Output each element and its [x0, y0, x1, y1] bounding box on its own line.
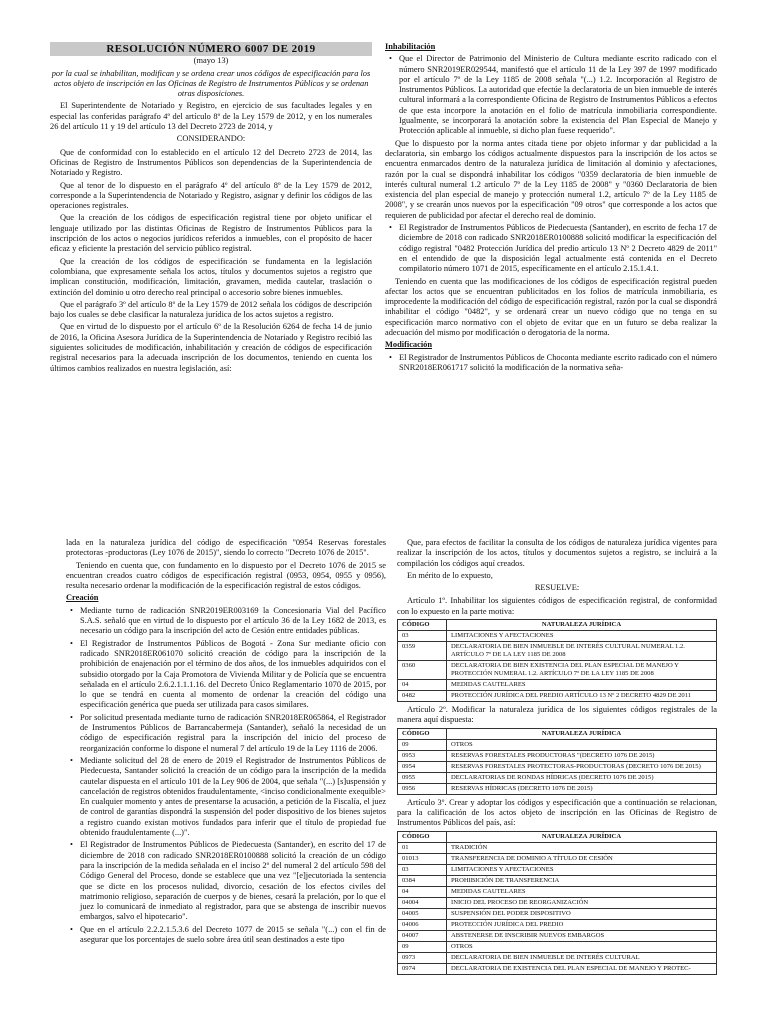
article-3: Artículo 3º. Crear y adoptar los códigos y especificación que a continuación se relacionan, para la calificación de los actos objeto de inscripción en las Oficinas de Registro de Instrumentos Públicos del país, así:: [397, 797, 717, 828]
list-item: • El Registrador de Instrumentos Públicos de Piedecuesta (Santander), en escrito del 17 de diciembre de 2018 con radicado SNR2018ER0100888 solicitó la creación de un código para la inscripción de la medida señalada en el inciso 2º del numeral 2 del artículo 598 del Código General del Proceso, donde se establece que una vez "[e]jecutoriada la sentencia que se dicte en los procesos nulidad, divorcio, cesación de los efectos civiles del matrimonio religioso, separación de cuerpos y de bienes, cesará la prelación, por lo que el juez lo comunicará de inmediato al registrador, para que se abstenga de inscribir nuevos embargos, salvo el hipotecario".: [66, 840, 386, 922]
list-item: • Que el Director de Patrimonio del Ministerio de Cultura mediante escrito radicado con el número SNR2019ER029544, manifestó que el artículo 11 de la Ley 397 de 1997 modificado por el artículo 7º de la Ley 1185 de 2008 señala "(...) 1.2. Incorporación al Registro de Instrumentos Públicos. La autoridad que efectúe la declaratoria de un bien inmueble de interés cultural informará a la correspondiente Oficina de Registro de Instrumentos Públicos a efectos de que esta incorpore la anotación en el folio de matrícula inmobiliaria correspondiente. Igualmente, se incorporará la anotación sobre la existencia del Plan Especial de Manejo y Protección aplicable al inmueble, si dicho plan fuese requerido".: [385, 54, 717, 136]
cell-nature: TRADICIÓN: [447, 842, 717, 853]
resolution-title: RESOLUCIÓN NÚMERO 6007 DE 2019: [50, 42, 372, 56]
cell-code: 0359: [398, 642, 447, 661]
column-header-nature: NATURALEZA JURÍDICA: [447, 728, 717, 739]
bullet-list: [385, 223, 717, 274]
table-modificar: [397, 728, 717, 795]
paragraph: lada en la naturaleza jurídica del código de especificación "0954 Reservas forestales protectoras -productoras (Ley 1076 de 2015)", siendo lo correcto "Decreto 1076 de 2015".: [66, 538, 386, 558]
cell-nature: RESERVAS FORESTALES PRODUCTORAS "(DECRETO 1076 DE 2015): [447, 750, 717, 761]
cell-code: 0955: [398, 772, 447, 783]
article-1: Artículo 1º. Inhabilitar los siguientes códigos de especificación registral, de conformidad con lo expuesto en la parte motiva:: [397, 596, 717, 616]
list-item: • El Registrador de Instrumentos Públicos de Bogotá - Zona Sur mediante oficio con radicado SNR2018ER061070 solicitó creación de código para la inscripción de la prohibición de enajenación por el término de dos años, de los inmuebles adquiridos con el subsidio otorgado por la Caja Promotora de Vivienda Militar y de Policía que se encuentra señalada en el artículo 2.6.2.1.1.1.16. del Decreto Único Reglamentario 1070 de 2015, por lo que se tendrá en cuenta al momento de ordenar la creación del código una especificación genérica que pueda ser utilizada para casos similares.: [66, 639, 386, 711]
cell-nature: DECLARATORIA DE BIEN INMUEBLE DE INTERÉS CULTURAL NUMERAL 1.2. ARTÍCULO 7º DE LA LEY 1185 DE 2008: [447, 642, 717, 661]
cell-nature: LIMITACIONES Y AFECTACIONES: [447, 864, 717, 875]
heading-inhabilitacion: Inhabilitación: [385, 42, 436, 51]
paragraph: Que lo dispuesto por la norma antes citada tiene por objeto informar y dar publicidad a la declaratoria, sin embargo los códigos actualmente dispuestos para la inscripción de los actos se encuentra enmarcados dentro de la naturaleza jurídica de limitación al dominio y afectaciones, razón por la cual se dispondrá inhabilitar los códigos "0359 declaratoria de bien inmueble de interés cultural numeral 1.2 artículo 7º de la Ley 1185 de 2008" y "0360 Declaratoria de bien existencia del plan especial de manejo y protección numeral 1.2, artículo 7º de la Ley 1185 de 2008", y se crearán unos nuevos por la especificación "09 otros" que corresponde a los actos que requieren de publicidad por afectar el derecho real de dominio.: [385, 138, 717, 220]
paragraph: Que la creación de los códigos de especificación se fundamenta en la legislación colombiana, que expresamente señala los actos, títulos y documentos sujetos a registro que implican constitución, modificación, limitación, gravamen, medida cautelar, traslación o extinción del dominio u otro derecho real principal o accesorio sobre bienes inmuebles.: [50, 256, 372, 297]
list-item: • Mediante turno de radicación SNR2019ER003169 la Concesionaria Vial del Pacífico S.A.S. señaló que en virtud de lo dispuesto por el artículo 36 de la Ley 1682 de 2013, es necesario un código para la inscripción del acto de Cesión entre entidades públicas.: [66, 606, 386, 637]
table-header-row: [398, 620, 717, 631]
cell-nature: RESERVAS FORESTALES PROTECTORAS-PRODUCTORAS (DECRETO 1076 DE 2015): [447, 761, 717, 772]
list-item: • El Registrador de Instrumentos Públicos de Piedecuesta (Santander), en escrito de fecha 17 de diciembre de 2018 con radicado SNR2018ER0100888 solicitó modificar la especificación del código registral "0482 Protección Jurídica del predio artículo 13 Nº 2 Decreto 4829 de 2011" en el entendido de que la disposición legal actualmente está contenida en el Decreto compilatorio número 1071 de 2015, específicamente en el artículo 2.15.1.4.1.: [385, 223, 717, 274]
cell-nature: MEDIDAS CAUTELARES: [447, 680, 717, 691]
table-row: [398, 783, 717, 794]
cell-code: 0360: [398, 661, 447, 680]
cell-nature: TRANSFERENCIA DE DOMINIO A TÍTULO DE CESIÓN: [447, 853, 717, 864]
table-row: [398, 919, 717, 930]
cell-code: 0973: [398, 952, 447, 963]
bullet-list: [385, 54, 717, 136]
cell-code: 04006: [398, 919, 447, 930]
table-row: [398, 842, 717, 853]
table-row: [398, 864, 717, 875]
table-header-row: [398, 831, 717, 842]
table-row: [398, 680, 717, 691]
table-crear: [397, 831, 717, 975]
list-item: • Que en el artículo 2.2.2.1.5.3.6 del Decreto 1077 de 2015 se señala "(...) con el fin de asegurar que los porcentajes de suelo sobre área útil sean destinados a este tipo: [66, 925, 386, 946]
heading-creacion: Creación: [66, 593, 99, 603]
paragraph: Que en virtud de lo dispuesto por el artículo 6º de la Resolución 6264 de fecha 14 de junio de 2016, la Oficina Asesora Jurídica de la Superintendencia de Notariado y Registro recibió las siguientes solicitudes de modificación, inhabilitación y creación de códigos de especificación registral necesarios para la adecuada inscripción de los documentos, teniendo en cuenta los últimos cambios realizados en nuestra legislación, así:: [50, 322, 372, 373]
column-top-right: [385, 42, 717, 375]
list-item: • El Registrador de Instrumentos Públicos de Choconta mediante escrito radicado con el número SNR2018ER061717 solicitó la modificación de la normativa seña-: [385, 353, 717, 374]
cell-code: 04005: [398, 908, 447, 919]
column-top-left: [50, 42, 372, 376]
table-row: [398, 642, 717, 661]
paragraph: Que, para efectos de facilitar la consulta de los códigos de naturaleza jurídica vigentes para realizar la inscripción de los actos, títulos y documentos sujetos a registro, se incluirá a la compilación los códigos aquí creados.: [397, 538, 717, 568]
table-row: [398, 886, 717, 897]
cell-nature: RESERVAS HÍDRICAS (DECRETO 1076 DE 2015): [447, 783, 717, 794]
table-row: [398, 661, 717, 680]
considerando-heading: CONSIDERANDO:: [176, 134, 246, 144]
table-row: [398, 875, 717, 886]
cell-nature: DECLARATORIA DE BIEN EXISTENCIA DEL PLAN ESPECIAL DE MANEJO Y PROTECCIÓN NUMERAL 1.2. ARTÍCULO 7º DE LA LEY 1185 DE 2008: [447, 661, 717, 680]
table-row: [398, 908, 717, 919]
table-row: [398, 772, 717, 783]
cell-nature: PROTECCIÓN JURÍDICA DEL PREDIO: [447, 919, 717, 930]
cell-code: 0482: [398, 691, 447, 702]
cell-code: 04: [398, 680, 447, 691]
article-2: Artículo 2º. Modificar la naturaleza jurídica de los siguientes códigos registrales de la manera aquí dispuesta:: [397, 705, 717, 725]
cell-code: 03: [398, 631, 447, 642]
resolution-date: (mayo 13): [193, 56, 229, 66]
table-row: [398, 750, 717, 761]
cell-code: 0953: [398, 750, 447, 761]
paragraph: Teniendo en cuenta que las modificaciones de los códigos de especificación registral pueden afectar los actos que se encuentran publicitados en los folios de matrícula inmobiliaria, es improcedente la modificación del código de especificación registral, razón por la cual se dispondrá inhabilitar el código "0482", y se ordenará crear un nuevo código que no tenga en su especificación marco normativo con el objeto de evitar que en un futuro se deba realizar la adecuación del mismo por modificación o derogatoria de la norma.: [385, 276, 717, 338]
bullet-list: [385, 353, 717, 374]
heading-modificacion: Modificación: [385, 340, 432, 350]
list-item: • Mediante solicitud del 28 de enero de 2019 el Registrador de Instrumentos Públicos de Piedecuesta, Santander solicitó la creación de un código para la inscripción de la medida cautelar dispuesta en el artículo 101 de la Ley 906 de 2004, que señala "(...) [s]uspensión y cancelación de registros obtenidos fraudulentamente, <inciso condicionalmente exequible> En cualquier momento y antes de presentarse la acusación, a petición de la Fiscalía, el juez de control de garantías dispondrá la suspensión del poder dispositivo de los bienes sujetos a registro cuando existan motivos fundados para inferir que el título de propiedad fue obtenido fraudulentamente (...)".: [66, 756, 386, 838]
column-bottom-right: [397, 538, 717, 978]
cell-nature: ABSTENERSE DE INSCRIBIR NUEVOS EMBARGOS: [447, 930, 717, 941]
table-row: [398, 941, 717, 952]
intro-paragraph: El Superintendente de Notariado y Registro, en ejercicio de sus facultades legales y en especial las conferidas parágrafo 4º del artículo 8º de la Ley 1579 de 2012, y en los numerales 26 del artículo 11 y 19 del artículo 13 del Decreto 2723 de 2014, y: [50, 101, 372, 132]
cell-code: 09: [398, 739, 447, 750]
column-header-nature: NATURALEZA JURÍDICA: [447, 831, 717, 842]
paragraph: Que la creación de los códigos de especificación registral tiene por objeto unificar el lenguaje utilizado por las distintas Oficinas de Registro de Instrumentos Públicos para la inscripción de los actos o negocios jurídicos referidos a inmuebles, con el propósito de hacer eficaz y eficiente la prestación del servicio público registral.: [50, 213, 372, 254]
cell-nature: SUSPENSIÓN DEL PODER DISPOSITIVO: [447, 908, 717, 919]
cell-code: 04007: [398, 930, 447, 941]
column-header-code: CÓDIGO: [398, 620, 447, 631]
cell-nature: INICIO DEL PROCESO DE REORGANIZACIÓN: [447, 897, 717, 908]
cell-code: 04004: [398, 897, 447, 908]
cell-nature: MEDIDAS CAUTELARES: [447, 886, 717, 897]
table-row: [398, 631, 717, 642]
paragraph: Que al tenor de lo dispuesto en el parágrafo 4º del artículo 8º de la Ley 1579 de 2012, corresponde a la Superintendencia de Notariado y Registro, asignar y definir los códigos de las operaciones registrales.: [50, 180, 372, 211]
table-row: [398, 897, 717, 908]
table-row: [398, 739, 717, 750]
cell-code: 01: [398, 842, 447, 853]
cell-code: 01013: [398, 853, 447, 864]
column-header-code: CÓDIGO: [398, 831, 447, 842]
cell-code: 09: [398, 941, 447, 952]
paragraph: Teniendo en cuenta que, con fundamento en lo dispuesto por el Decreto 1076 de 2015 se encuentran creados cuatro códigos de especificación registral (0953, 0954, 0955 y 0956), resulta necesario ordenar la modificación de la especificación registral de estos códigos.: [66, 560, 386, 591]
cell-code: 0954: [398, 761, 447, 772]
cell-nature: DECLARATORIA DE BIEN INMUEBLE DE INTERÉS CULTURAL: [447, 952, 717, 963]
cell-nature: PROHIBICIÓN DE TRANSFERENCIA: [447, 875, 717, 886]
cell-code: 0384: [398, 875, 447, 886]
cell-nature: DECLARATORIAS DE RONDAS HÍDRICAS (DECRETO 1076 DE 2015): [447, 772, 717, 783]
paragraph: Que el parágrafo 3º del artículo 8º de la Ley 1579 de 2012 señala los códigos de descripción bajo los cuales se debe clasificar la naturaleza jurídica de los actos sujetos a registro.: [50, 299, 372, 320]
cell-code: 0974: [398, 963, 447, 974]
table-row: [398, 761, 717, 772]
table-row: [398, 952, 717, 963]
cell-nature: DECLARATORIA DE EXISTENCIA DEL PLAN ESPECIAL DE MANEJO Y PROTEC-: [447, 963, 717, 974]
paragraph: En mérito de lo expuesto,: [407, 570, 493, 580]
cell-nature: PROTECCIÓN JURÍDICA DEL PREDIO ARTÍCULO 13 Nº 2 DECRETO 4829 DE 2011: [447, 691, 717, 702]
resolution-subtitle: por la cual se inhabilitan, modifican y se ordena crear unos códigos de especificación para los actos objeto de inscripción en las Oficinas de Registro de Instrumentos Públicos y se ordenan otras disposiciones.: [51, 68, 371, 99]
table-row: [398, 691, 717, 702]
paragraph: Que de conformidad con lo establecido en el artículo 12 del Decreto 2723 de 2014, las Oficinas de Registro de Instrumentos Públicos son dependencias de la Superintendencia de Notariado y Registro.: [50, 147, 372, 178]
cell-nature: OTROS: [447, 941, 717, 952]
table-inhabilitar: [397, 619, 717, 702]
list-item: • Por solicitud presentada mediante turno de radicación SNR2018ER065864, el Registrador de Instrumentos Públicos de Barrancabermeja (Santander), señaló la necesidad de un código de especificación registral para la inscripción del inicio del proceso de reorganización conforme lo dispone el numeral 7 del artículo 19 de la Ley 1116 de 2006.: [66, 713, 386, 754]
cell-code: 0956: [398, 783, 447, 794]
cell-code: 03: [398, 864, 447, 875]
cell-nature: OTROS: [447, 739, 717, 750]
resuelve-heading: RESUELVE:: [534, 583, 580, 593]
bullet-list: [66, 606, 386, 946]
column-header-code: CÓDIGO: [398, 728, 447, 739]
table-header-row: [398, 728, 717, 739]
cell-nature: LIMITACIONES Y AFECTACIONES: [447, 631, 717, 642]
cell-code: 04: [398, 886, 447, 897]
column-bottom-left: [66, 538, 386, 947]
table-row: [398, 853, 717, 864]
table-row: [398, 963, 717, 974]
table-row: [398, 930, 717, 941]
column-header-nature: NATURALEZA JURÍDICA: [447, 620, 717, 631]
